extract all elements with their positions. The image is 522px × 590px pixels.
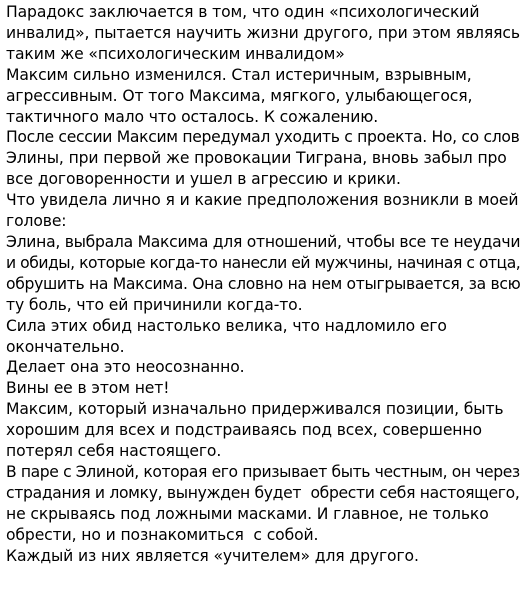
text-line: обрести, но и познакомиться с собой. xyxy=(6,525,319,544)
text-line: Вины ее в этом нет! xyxy=(6,379,170,398)
text-line: Сила этих обид настолько велика, что надломило его xyxy=(6,316,447,335)
text-line: В паре с Элиной, которая его призывает быть честным, он через xyxy=(6,462,520,481)
text-line: страдания и ломку, вынужден будет обрести себя настоящего, xyxy=(6,483,520,502)
text-line: не скрываясь под ложными масками. И главное, не только xyxy=(6,504,489,523)
text-line: хорошим для всех и подстраиваясь под всех, совершенно xyxy=(6,421,482,440)
text-line: Максим сильно изменился. Стал истеричным, взрывным, xyxy=(6,65,472,84)
text-line: все договоренности и ушел в агрессию и крики. xyxy=(6,170,401,189)
text-line: агрессивным. От того Максима, мягкого, улыбающегося, xyxy=(6,86,473,105)
text-line: таким же «психологическим инвалидом» xyxy=(6,44,345,63)
text-line: обрушить на Максима. Она словно на нем отыгрывается, за всю xyxy=(6,274,521,293)
text-line: потерял себя настоящего. xyxy=(6,442,222,461)
text-line: Делает она это неосознанно. xyxy=(6,358,245,377)
text-line: Элины, при первой же провокации Тиграна, вновь забыл про xyxy=(6,149,507,168)
text-line: Элина, выбрала Максима для отношений, чтобы все те неудачи xyxy=(6,232,521,251)
post-text xyxy=(6,2,520,566)
text-line: голове: xyxy=(6,212,67,231)
text-line: Что увидела лично я и какие предположения возникли в моей xyxy=(6,191,519,210)
text-line: окончательно. xyxy=(6,337,125,356)
text-line: После сессии Максим передумал уходить с проекта. Но, со слов xyxy=(6,128,520,147)
text-line: и обиды, которые когда-то нанесли ей мужчины, начиная с отца, xyxy=(6,253,521,272)
text-line: инвалид», пытается научить жизни другого, при этом являясь xyxy=(6,23,520,42)
text-line: Максим, который изначально придерживался позиции, быть xyxy=(6,400,504,419)
text-line: Каждый из них является «учителем» для другого. xyxy=(6,546,419,565)
text-line: тактичного мало что осталось. К сожалению. xyxy=(6,107,379,126)
text-line: Парадокс заключается в том, что один «психологический xyxy=(6,3,480,21)
text-line: ту боль, что ей причинили когда-то. xyxy=(6,295,303,314)
